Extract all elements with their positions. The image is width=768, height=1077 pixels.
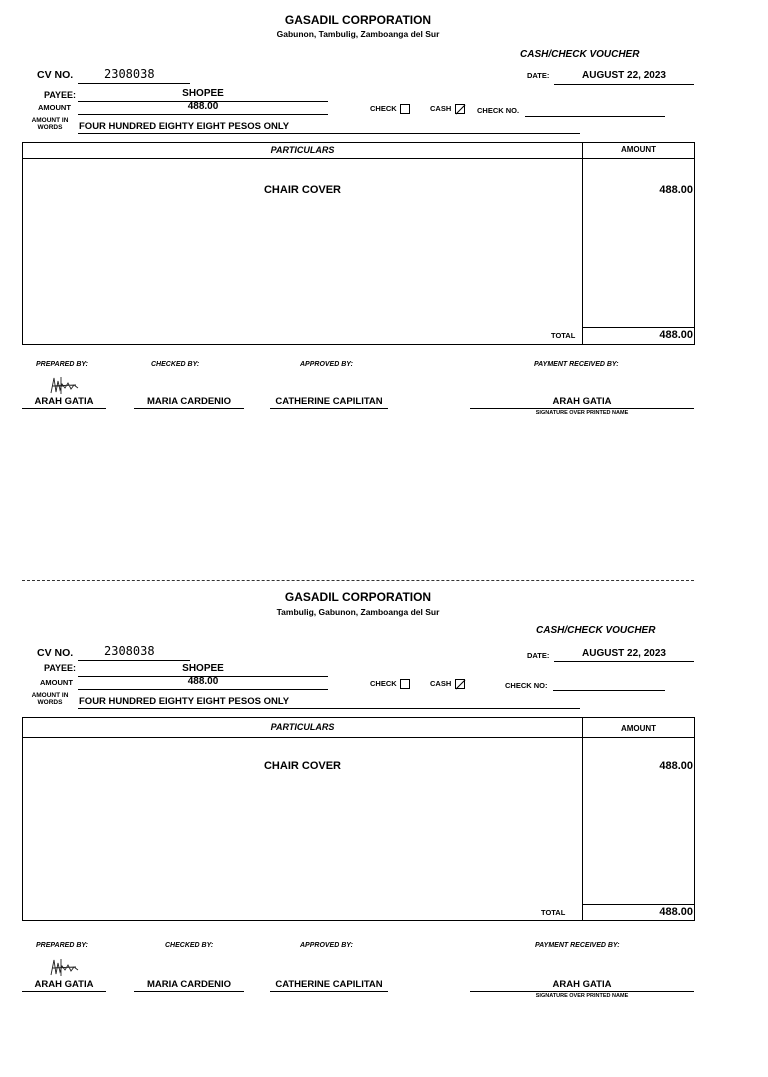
checked-by-line xyxy=(134,991,244,992)
total-label: TOTAL xyxy=(541,908,566,917)
date-label: DATE: xyxy=(527,651,550,660)
company-address: Gabunon, Tambulig, Zamboanga del Sur xyxy=(276,29,440,39)
amount-words-label xyxy=(26,117,74,131)
prepared-by-label: PREPARED BY: xyxy=(36,361,88,368)
approved-by-label: APPROVED BY: xyxy=(300,361,353,368)
prepared-by-label: PREPARED BY: xyxy=(36,942,88,949)
item-amount: 488.00 xyxy=(659,760,693,772)
item-particular: CHAIR COVER xyxy=(263,184,341,196)
company-address: Tambulig, Gabunon, Zamboanga del Sur xyxy=(276,607,440,617)
amount-header: AMOUNT xyxy=(620,724,657,733)
cv-no-underline xyxy=(78,660,190,661)
amount-header: AMOUNT xyxy=(620,145,657,154)
approved-by-label: APPROVED BY: xyxy=(300,942,353,949)
table-column-rule xyxy=(582,143,583,344)
company-name: GASADIL CORPORATION xyxy=(284,590,432,604)
company-name: GASADIL CORPORATION xyxy=(284,13,432,27)
amount-label: AMOUNT xyxy=(38,103,71,112)
cv-no-label: CV NO. xyxy=(37,69,74,81)
item-amount: 488.00 xyxy=(659,184,693,196)
check-checkbox[interactable] xyxy=(400,104,410,114)
amount-value: 488.00 xyxy=(187,101,219,112)
payment-received-label: PAYMENT RECEIVED BY: xyxy=(535,942,620,949)
particulars-header: PARTICULARS xyxy=(270,722,335,732)
signature-scribble xyxy=(48,375,82,397)
approved-by-name: CATHERINE CAPILITAN xyxy=(275,396,383,407)
amount-words-label-line-1: AMOUNT IN xyxy=(31,117,69,124)
particulars-table xyxy=(22,717,695,921)
date-underline xyxy=(554,661,694,662)
amount-words-label-line-1: AMOUNT IN xyxy=(31,692,69,699)
check-label: CHECK xyxy=(370,679,397,688)
checked-by-label: CHECKED BY: xyxy=(165,942,214,949)
cv-no-value: 2308038 xyxy=(104,644,155,658)
voucher-duplicate xyxy=(0,577,768,1077)
cash-checkbox[interactable] xyxy=(455,104,465,114)
payment-received-name: ARAH GATIA xyxy=(552,396,612,407)
checked-by-label: CHECKED BY: xyxy=(151,361,200,368)
total-label: TOTAL xyxy=(551,331,576,340)
approved-by-line xyxy=(270,408,388,409)
total-value: 488.00 xyxy=(659,906,693,918)
prepared-by-name: ARAH GATIA xyxy=(34,396,94,407)
cv-no-value: 2308038 xyxy=(104,67,155,81)
amount-words-label-line-2: WORDS xyxy=(37,124,63,131)
check-no-label: CHECK NO: xyxy=(505,681,548,690)
approved-by-name: CATHERINE CAPILITAN xyxy=(275,979,383,990)
amount-in-words: FOUR HUNDRED EIGHTY EIGHT PESOS ONLY xyxy=(79,121,290,132)
payee-value: SHOPEE xyxy=(182,88,224,99)
checked-by-name: MARIA CARDENIO xyxy=(146,979,232,990)
payment-received-name: ARAH GATIA xyxy=(552,979,612,990)
payment-received-line xyxy=(470,991,694,992)
prepared-by-line xyxy=(22,991,106,992)
payee-value: SHOPEE xyxy=(182,663,224,674)
voucher-type: CASH/CHECK VOUCHER xyxy=(536,625,656,636)
cv-no-label: CV NO. xyxy=(37,647,74,659)
prepared-by-line xyxy=(22,408,106,409)
signature-note: SIGNATURE OVER PRINTED NAME xyxy=(535,410,629,416)
voucher-original xyxy=(0,0,768,500)
amount-underline xyxy=(78,689,328,690)
prepared-by-name: ARAH GATIA xyxy=(34,979,94,990)
date-label: DATE: xyxy=(527,71,550,80)
amount-words-underline xyxy=(78,133,580,134)
table-header-rule xyxy=(23,158,694,159)
check-no-label: CHECK NO. xyxy=(477,106,520,115)
check-no-underline xyxy=(525,116,665,117)
check-no-underline xyxy=(553,690,665,691)
date-value: AUGUST 22, 2023 xyxy=(582,70,666,81)
total-rule xyxy=(583,904,694,905)
cash-label: CASH xyxy=(430,679,452,688)
check-label: CHECK xyxy=(370,104,397,113)
approved-by-line xyxy=(270,991,388,992)
date-underline xyxy=(554,84,694,85)
checked-by-name: MARIA CARDENIO xyxy=(146,396,232,407)
table-column-rule xyxy=(582,718,583,920)
signature-note: SIGNATURE OVER PRINTED NAME xyxy=(535,993,629,999)
payee-label: PAYEE: xyxy=(44,663,77,673)
payment-received-label: PAYMENT RECEIVED BY: xyxy=(534,361,619,368)
payee-label: PAYEE: xyxy=(44,90,77,100)
payment-received-line xyxy=(470,408,694,409)
table-header-rule xyxy=(23,737,694,738)
amount-label: AMOUNT xyxy=(40,678,73,687)
signature-scribble xyxy=(48,957,82,979)
checked-by-line xyxy=(134,408,244,409)
amount-value: 488.00 xyxy=(187,676,219,687)
amount-words-label-line-2: WORDS xyxy=(37,699,63,706)
date-value: AUGUST 22, 2023 xyxy=(582,648,666,659)
amount-words-underline xyxy=(78,708,580,709)
total-value: 488.00 xyxy=(659,329,693,341)
item-particular: CHAIR COVER xyxy=(263,760,341,772)
cash-checkbox[interactable] xyxy=(455,679,465,689)
particulars-table xyxy=(22,142,695,345)
cash-label: CASH xyxy=(430,104,452,113)
voucher-type: CASH/CHECK VOUCHER xyxy=(520,49,640,60)
amount-in-words: FOUR HUNDRED EIGHTY EIGHT PESOS ONLY xyxy=(79,696,290,707)
amount-words-label xyxy=(26,692,74,706)
check-checkbox[interactable] xyxy=(400,679,410,689)
particulars-header: PARTICULARS xyxy=(270,145,335,155)
cv-no-underline xyxy=(78,83,190,84)
amount-underline xyxy=(78,114,328,115)
total-rule xyxy=(583,327,694,328)
